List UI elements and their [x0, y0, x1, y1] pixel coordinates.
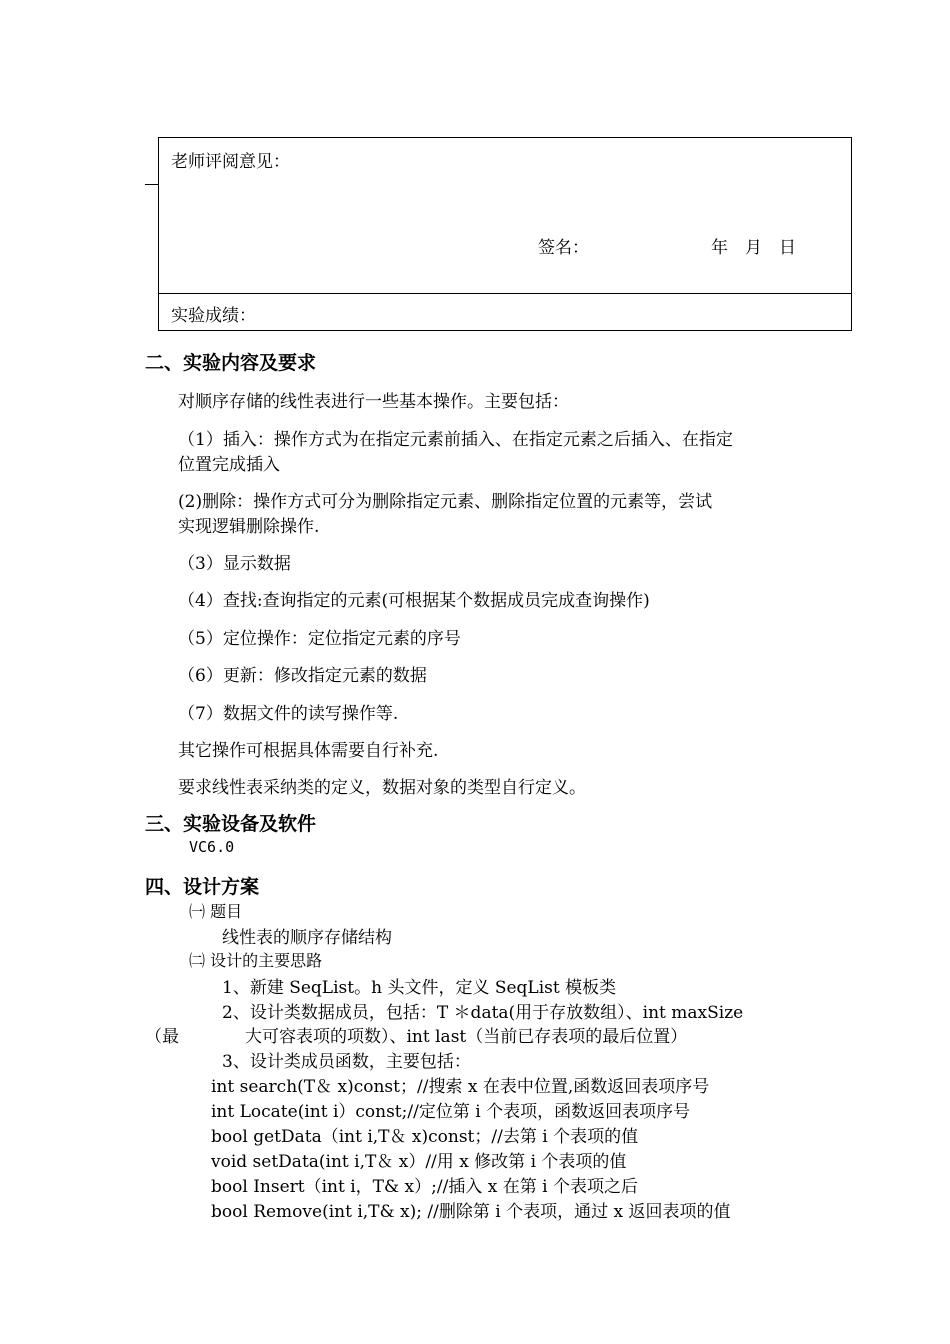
- function-line: int search(T＆ x)const；//搜索 x 在表中位置,函数返回表项序号: [211, 1077, 710, 1097]
- step-2-prefix: （最: [145, 1027, 179, 1047]
- function-line: bool Insert（int i，T& x）;//插入 x 在第 i 个表项之后: [211, 1177, 638, 1197]
- sub2-title: ㈡ 设计的主要思路: [189, 951, 323, 970]
- item-6: （6）更新：修改指定元素的数据: [178, 666, 427, 686]
- section2-requirement: 要求线性表采纳类的定义，数据对象的类型自行定义。: [178, 778, 586, 798]
- software-name: VC6.0: [189, 838, 235, 856]
- item-1-line1: （1）插入：操作方式为在指定元素前插入、在指定元素之后插入、在指定: [178, 430, 733, 450]
- item-3: （3）显示数据: [178, 554, 291, 574]
- sub1-body: 线性表的顺序存储结构: [222, 928, 392, 948]
- sub1-title: ㈠ 题目: [189, 902, 243, 921]
- step-2-line2: 大可容表项的项数）、int last（当前已存表项的最后位置）: [245, 1027, 688, 1047]
- item-2-line2: 实现逻辑删除操作.: [178, 517, 320, 537]
- margin-stub-line: [145, 184, 158, 185]
- date-label: 年 月 日: [711, 238, 796, 258]
- signature-label: 签名：: [538, 238, 589, 258]
- function-line: void setData(int i,T＆ x）//用 x 修改第 i 个表项的值: [211, 1152, 627, 1172]
- review-divider: [159, 293, 851, 294]
- section2-intro: 对顺序存储的线性表进行一些基本操作。主要包括：: [178, 392, 569, 412]
- grade-label: 实验成绩：: [171, 306, 256, 326]
- item-5: （5）定位操作：定位指定元素的序号: [178, 629, 461, 649]
- teacher-review-box: [158, 137, 852, 331]
- item-2-line1: (2)删除：操作方式可分为删除指定元素、删除指定位置的元素等，尝试: [178, 492, 713, 512]
- step-1: 1、新建 SeqList。h 头文件，定义 SeqList 模板类: [222, 978, 617, 998]
- item-1-line2: 位置完成插入: [178, 455, 280, 475]
- step-3: 3、设计类成员函数，主要包括：: [222, 1052, 471, 1072]
- function-line: bool getData（int i,T＆ x)const；//去第 i 个表项的值: [211, 1127, 639, 1147]
- item-4: （4）查找:查询指定的元素(可根据某个数据成员完成查询操作): [178, 591, 650, 611]
- section4-heading: 四、设计方案: [145, 876, 260, 898]
- step-2-line1: 2、设计类数据成员，包括：T ＊data(用于存放数组）、int maxSize: [222, 1003, 744, 1023]
- review-comment-label: 老师评阅意见：: [171, 152, 290, 172]
- section2-heading: 二、实验内容及要求: [145, 352, 317, 374]
- section2-other: 其它操作可根据具体需要自行补充.: [178, 741, 439, 761]
- function-line: int Locate(int i）const;//定位第 i 个表项，函数返回表项序号: [211, 1102, 691, 1122]
- section3-heading: 三、实验设备及软件: [145, 813, 317, 835]
- item-7: （7）数据文件的读写操作等.: [178, 704, 399, 724]
- function-line: bool Remove(int i,T& x); //删除第 i 个表项，通过 x 返回表项的值: [211, 1202, 731, 1222]
